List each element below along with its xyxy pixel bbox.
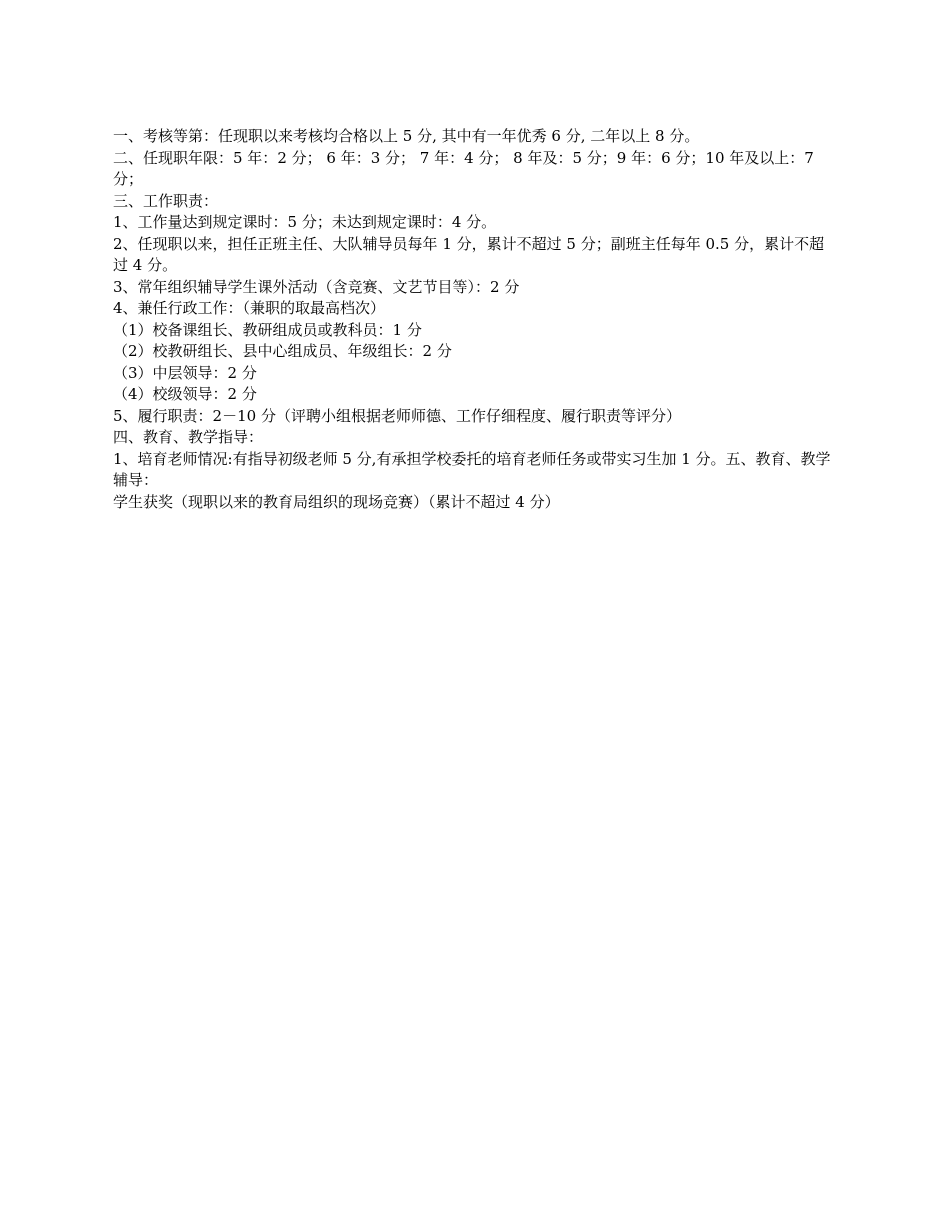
- paragraph-student-awards: 学生获奖（现职以来的教育局组织的现场竞赛）（累计不超过 4 分）: [113, 492, 560, 511]
- list-item-workload: 1、工作量达到规定课时：5 分；未达到规定课时：4 分。: [113, 213, 497, 231]
- document-body: [113, 126, 833, 513]
- sub-item-3: （3）中层领导：2 分: [113, 363, 257, 382]
- sub-item-4: （4）校级领导：2 分: [113, 385, 257, 403]
- list-item-fulfil-duties: 5、履行职责：2－10 分（评聘小组根据老师师德、工作仔细程度、履行职责等评分）: [113, 406, 681, 425]
- list-item-mentoring: 1、培育老师情况:有指导初级老师 5 分,有承担学校委托的培育老师任务或带实习生加 1 分。五、教育、教学辅导：: [113, 449, 831, 489]
- sub-item-1: （1）校备课组长、教研组成员或教科员：1 分: [113, 320, 422, 339]
- list-item-admin-work: 4、兼任行政工作：（兼职的取最高档次）: [113, 299, 386, 317]
- sub-item-2: （2）校教研组长、县中心组成员、年级组长：2 分: [113, 342, 452, 360]
- list-item-class-teacher: 2、任现职以来，担任正班主任、大队辅导员每年 1 分，累计不超过 5 分；副班主任每年 0.5 分，累计不超过 4 分。: [113, 234, 825, 274]
- section-heading-duties: 三、工作职责：: [113, 191, 219, 210]
- section-heading-guidance: 四、教育、教学指导：: [113, 428, 264, 446]
- paragraph-assessment-grade: 一、考核等第：任现职以来考核均合格以上 5 分, 其中有一年优秀 6 分, 二年以上 8 分。: [113, 127, 700, 145]
- list-item-extracurricular: 3、常年组织辅导学生课外活动（含竞赛、文艺节目等）：2 分: [113, 277, 520, 296]
- paragraph-tenure-years: 二、任现职年限：5 年：2 分； 6 年：3 分； 7 年：4 分； 8 年及：5 分；9 年：6 分；10 年及以上：7 分；: [113, 148, 814, 188]
